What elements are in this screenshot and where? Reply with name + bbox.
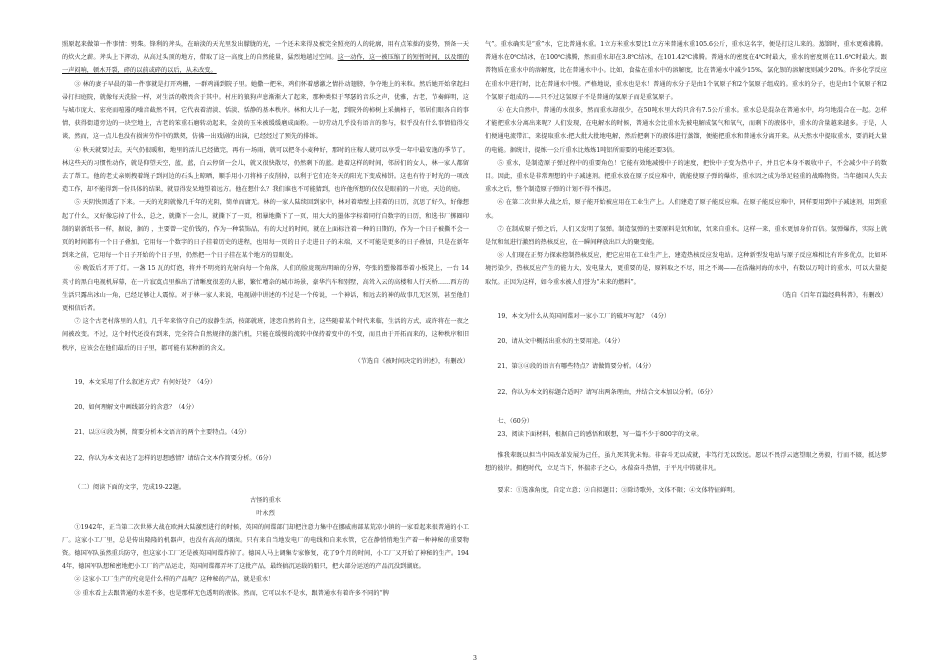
- question-19: 19、本文为什么从英国间谍对一家小工厂的破坏写起？（4分）: [497, 313, 671, 321]
- source-citation: （节选自《被时间决定的讲述》，有删改）: [354, 357, 469, 365]
- section-heading: （二）阅读下面的文字，完成19-22题。: [74, 483, 186, 491]
- writing-requirements: 要求：①选准角度，自定立意；②自拟题目；③除诗歌外，文体不限；④文体特征鲜明。: [497, 486, 739, 494]
- paragraph-1-text: 照原起来做第一件事情：劈柴。锋利的斧头，在暗淡的天光里发出朦胧的光，一个还未来得及被完全照亮的人的轮廓，用有点笨拙的姿势，预备一天的炊火之薪。斧头上下挥动，从高过头顶的地方，借取了这一高度上的自然能量，猛烈地越过空间。: [62, 41, 469, 62]
- source-citation: （选自《百年百篇经典科普》，有删改）: [778, 291, 887, 299]
- article-paragraph-2: ② 这家小工厂生产的究竟是什么样的产品呢？这种秘的产品，就是重水！: [74, 576, 275, 584]
- article-title: 古怪的重水: [250, 497, 281, 505]
- reading-paragraph-6: ⑥ 晚饭后才开了灯。一盏 15 瓦的灯泡，将并不明亮的光射向每一个角落，人们的脸庞现出明暗的分界，夸张的塑像都举着小板凳上，一台 14 英寸的黑白电视机屏幕，在一片寂寞点里推出了清晰度很差的人影，繁忙嘈杂的城市场景，豪华汽车和别墅，高耸入云的高楼和人行天桥……西方的生活只露出冰山一角，已经足够让人震惊。对于林一家人来说，电视剧中讲述的不过是一个传说，一个神话，和远去的神的故事几无区别，甚至他们更相信后者。: [62, 265, 469, 313]
- question-20: 20、如何理解文中画线部分的含意？（4分）: [74, 404, 198, 412]
- article-paragraph-8: ⑧ 人们现在正努力探索控制热核反应，把它应用在工业生产上，建造热核反应发电站。这种新型发电站与原子反应堆相比有许多优点，比如环境污染少，热核反应产生的能力大，发电量大，更重要的是，原料取之不尽，用之不竭——在浩瀚河海的水中，有数以万吨计的重水，可以大量提取氘。正因为这样，如今重水被人们誉为“未来的燃料”。: [485, 252, 887, 286]
- question-22: 22、你认为本文的标题合适吗？请写出两条理由，并结合文本加以分析。（6分）: [497, 388, 717, 396]
- article-paragraph-4: ④ 在大自然中，普通的水很多，然而重水却很少，在50吨水里大约只含有7.5公斤重水。重水总是混杂在普通水中，均匀地混合在一起。怎样才能把重水分离出来呢？人们发现，在电解水的时候，普通水会比重水先被电解成氢气和氧气，而剩下的液体中，重水的含量越来越多。于是，人们便通电流带汇，来提取重水:把大批大批地电解，然后把剩下的液体进行蒸馏，便能把重水和普通水分离开来。从天然水中提取重水，要消耗大量的电能。据统计，提炼一公斤重水比炼炼1吨铝所需要的电能还要3倍。: [485, 107, 887, 154]
- article-author: 叶永烈: [256, 510, 275, 518]
- article-paragraph-6: ⑥ 在第二次世界大战之后，原子能开始被应用在工业生产上。人们建造了原子能反应堆。在原子能反应堆中，同样要用到中子减速剂，用到重水。: [485, 199, 887, 220]
- article-paragraph-5: ⑤ 重水，是制造原子弹过程中的重要角色！它能有效地减慢中子的速度，把快中子变为热中子，并且它本身不吸收中子，不会减少中子的数目。因此，重水是非常理想的中子减速剂。把重水放在原子反应堆中，就能使原子弹的爆炸，重水因之成为举足轻重的战略物资。当年德国人失去重水之后，整个制造原子弹的计划不得不推迟。: [485, 159, 887, 194]
- article-paragraph-3: ③ 重水看上去跟普通的水差不多，也是那样无色透明的液体。然而，它可以水不是水，跟普通水有着许多不同的“脾: [74, 589, 389, 597]
- reading-paragraph-7: ⑦ 这个古老村落里的人们，几千年来恪守自己的寂静生活，按部就班，迷恋自然的自主，这些随着某个时代来临，生活的方式，或许将在一夜之间被改变。不过，这个时代还没有到来，完全符合自然规律的蒸汽机，只能在缓慢的流转中保持着变中的不变，而且由于开拓而来的，这种秩序和旧秩序，应该会在他们最后的日子里，都可能有某种新的含义。: [62, 318, 469, 352]
- reading-paragraph-1: [62, 38, 469, 78]
- writing-material: 惟我辈既以担当中国改革发展为己任，虽九死其犹未悔。非奋斗无以成就，非笃行无以致远。愿以不畏浮云遮望眼之勇毅，行而不辍，抵达梦想的彼岸。拥抱时代，立足当下，怀揣赤子之心，永葆奋斗热情，于平凡中铸就非凡。: [485, 452, 887, 473]
- article-paragraph-1: ①1942年，正当第二次世界大战在欧洲大陆激烈进行的时候，英国的间谍部门却把注意力集中在挪威南部某荒凉小镇的一家看起来很普通的小工厂。这家小工厂里，总是传出隆隆的机器声，也没有高高的烟囱。只有来自当地发电厂的电线和自来水管，它在静悄悄地生产着一种神秘的重要物资。德国军队虽然重兵防守，但这家小工厂还是被英国间谍炸掉了。德国人马上调集专家修复，花了9个月的时间，小工厂又开始了神秘的生产。1944年，德国军队想秘密地把小工厂的产品运走，英国间谍都弄坏了这批产品，最终搞沉运载的船只，把大部分运送的产品沉没到湖底。: [62, 523, 469, 571]
- question-21: 21、第③④段的语言有哪些特点？请做简要分析。（4分）: [497, 363, 655, 371]
- page-number: 3: [473, 655, 477, 662]
- question-22: 22、你认为本文表达了怎样的思想感情？请结合文本作简要分析。（6分）: [74, 454, 275, 462]
- reading-paragraph-5: ⑤ 天阴快黑透了下来。一天的光阴就像几千年的光阴，简单而庸无。林的一家人陆续回到家中，林对着墙壁上挂着的日历，沉思了好久，好像想起了什么，又好像忘掉了什么，总之，就撕下一会儿，就撕下了一页，租暴地撕下了一页，用大大的墨体字标着同行自数字的日历，和选书厂掷圈印制的崭新纸书一样，据说，据的 ，主要曾一定价钱的，作为一种装饰品，有的大过的时间，就在上面标注着一种的日期的，作为一个日子被撕不会一页的时间都有一个日子叠加，它用每一个数字的日子挂着历史的进程，也用每一页的日子走进日子的末端，又不可能是更多的日子叠加，只是在新年到来之前，它用每一个日子开始的个日子里，仍然把一个日子挂在某个地方的显眼处。: [62, 199, 469, 260]
- section-7-heading: 七、（60分）: [497, 417, 534, 425]
- question-20: 20、请从文中概括出重水的主要用途。（4分）: [497, 338, 624, 346]
- article-paragraph-7: ⑦ 在制成原子弹之后，人们又发明了氢弹。制造氢弹的主要原料是氘和氚，氘来自重水。这样一来，重水更加身价百倍。氢弹爆炸，实际上就是氘和氚进行激烈的热核反应，在一瞬间释放出巨大的聚变能。: [485, 225, 887, 247]
- right-column: [485, 38, 887, 497]
- question-19: 19、本文采用了什么叙述方式？有何好处？（4分）: [74, 379, 217, 387]
- reading-paragraph-3: ③ 林的妻子早晨的第一件事就是打开鸡栅，一群鸡涌到院子里。她撒一把米，鸡们怀着感激之情扑动翅膀，争夺地上的米粒。然后她开始拿起扫帚打扫庭院，就像每天洗脸一样，对生活的敬畏含于其中。村庄的狼狗声息渐渐大了起来，那种类似于琴瑟的音乐之声，优雅，古老，节奏鲜明，这与城市庞大、宏亮而喧嚣的噪音截然不同，它代表着清淡、恬淡、恬静的基本秩序。林和大儿子一起，到院外的柿树上采摘柿子，邻居们眼各自的事情，获得街道旁边的一块空地上，古老的笨重石磨转动起来，金黄的玉米被缓缓磨成面粉。一切劳动几乎没有语言的参与，似乎没有什么事情值得交谈，然而，这一点儿也没有损害劳作中的默契，仿佛一出戏剧的出演，已经经过了预先的排练。: [62, 80, 469, 141]
- left-column: [62, 38, 469, 600]
- reading-paragraph-4: ④ 秋天就要过去，天气仍很暖和，地里的活儿已经做完，再有一场雨，就可以把冬小麦种好，那时的庄稼人就可以享受一年中最安逸的季节了。林这些天的习惯性动作，就是仰望天空，蓝，蓝，白云停留一会儿，就又很快散尽，仍然剩下的蓝。趁着这样的时间，邻居们的女人，林一家人都留去了帮工。他的老丈亲则拽着绳子到河边的石头上晾晒，顺手用小刀将柿子皮削掉，以利于它们在冬天的阳光下变成柿饼。这也有待于时光的一项改造工作，却不能得到一份具体的结果，就显得发呆地望着远方。他在想什么？我们谁也不可能猜到，也许他所想的仅仅是眼前的一片庭，天边的庭。: [62, 146, 469, 194]
- question-21: 21、以③④段为例，简要分析本文语言的两个主要特点。（4分）: [74, 429, 251, 437]
- article-paragraph-3-continued: 气”。重水确实是“重”水，它比普通水重。1立方米重水要比1立方米普通水重105.6公斤，重水这名字，便是打这儿来的。蒸馏时，重水更难沸腾。普通水在0℃结冰，在100℃沸腾，然而重水却在3.8℃结冰，在101.42℃沸腾。普通水的密度在4℃时最大，重水的密度则在11.6℃时最大。跟普物质在重水中的溶解度，比在普通水中小。比如，食盐在重水中的溶解度，比在普通水中减少15%，氯化钡的溶解度则减少20%。许多化学反应在重水中进行时，比在普通水中慢。严格地说，重水也是水！普通的水分子是由1个氧原子和2个氢原子组成的。重水的分子，也是由1个氧原子和2个氢原子组成的——只不过这氢原子不是普通的氢原子而是重氢原子。: [485, 41, 887, 101]
- underlined-sentence: 这一动作，这一被压缩了的短暂时间，以及细的一声闷响，顿木开裂，碎的以前或碎的以后，从未改变。: [62, 54, 470, 75]
- question-23: 23、阅读下面材料，根据自己的感悟和联想，写一篇不少于800字的文章。: [497, 431, 703, 439]
